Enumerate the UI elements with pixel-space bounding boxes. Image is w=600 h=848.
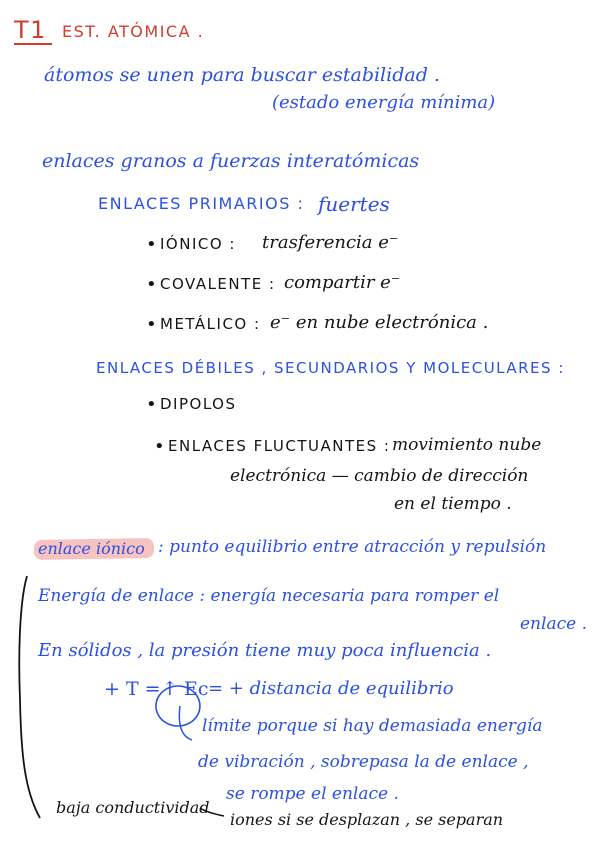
note-line-1: átomos se unen para buscar estabilidad . [44,64,440,86]
covalent-text: compartir e⁻ [284,272,401,293]
ions-displacement-note: iones si se desplazan , se separan [230,810,504,829]
primary-bonds-note: fuertes [318,192,390,216]
low-conductivity-label: baja conductividad [56,798,210,817]
ionic-label: IÓNICO : [160,235,236,253]
bullet-2: • [146,274,157,295]
ionic-text: trasferencia e⁻ [262,232,399,253]
bullet-1: • [146,234,157,255]
bracket-line [19,576,40,818]
note-line-3: enlaces granos a fuerzas interatómicas [42,150,420,172]
equation-left: + T = [104,678,161,700]
bullet-5: • [154,436,165,457]
ionic-bond-term: enlace iónico [38,539,145,558]
limit-line-3: se rompe el enlace . [226,784,399,804]
primary-bonds-heading: ENLACES PRIMARIOS : [98,194,305,213]
limit-line-2: de vibración , sobrepasa la de enlace , [198,752,529,772]
metallic-text: e⁻ en nube electrónica . [270,312,489,333]
bond-energy-line: Energía de enlace : energía necesaria para romper el [38,586,500,606]
covalent-label: COVALENTE : [160,275,276,293]
chapter-title: EST. ATÓMICA . [62,22,205,41]
bond-energy-line-2: enlace . [520,614,587,634]
fluctuating-line-2: electrónica — cambio de dirección [230,466,529,486]
fluctuating-line-3: en el tiempo . [394,494,512,514]
weak-bonds-heading: ENLACES DÉBILES , SECUNDARIOS Y MOLECULARES : [96,359,565,377]
fluctuating-text: movimiento nube [392,435,542,455]
bullet-4: • [146,394,157,415]
bullet-3: • [146,314,157,335]
note-line-2: (estado energía mínima) [272,92,496,113]
equation-right: = + distancia de equilibrio [208,678,454,699]
dipoles-label: DIPOLOS [160,395,237,413]
metallic-label: METÁLICO : [160,315,261,333]
solids-pressure-line: En sólidos , la presión tiene muy poca influencia . [38,640,492,661]
fluctuating-label: ENLACES FLUCTUANTES : [168,437,391,455]
chapter-number: T1 [14,16,47,44]
limit-line-1: límite porque si hay demasiada energía [202,716,543,736]
equation-circled-term: ↑ Ec [162,678,209,700]
ionic-bond-definition: : punto equilibrio entre atracción y repulsión [158,537,547,557]
